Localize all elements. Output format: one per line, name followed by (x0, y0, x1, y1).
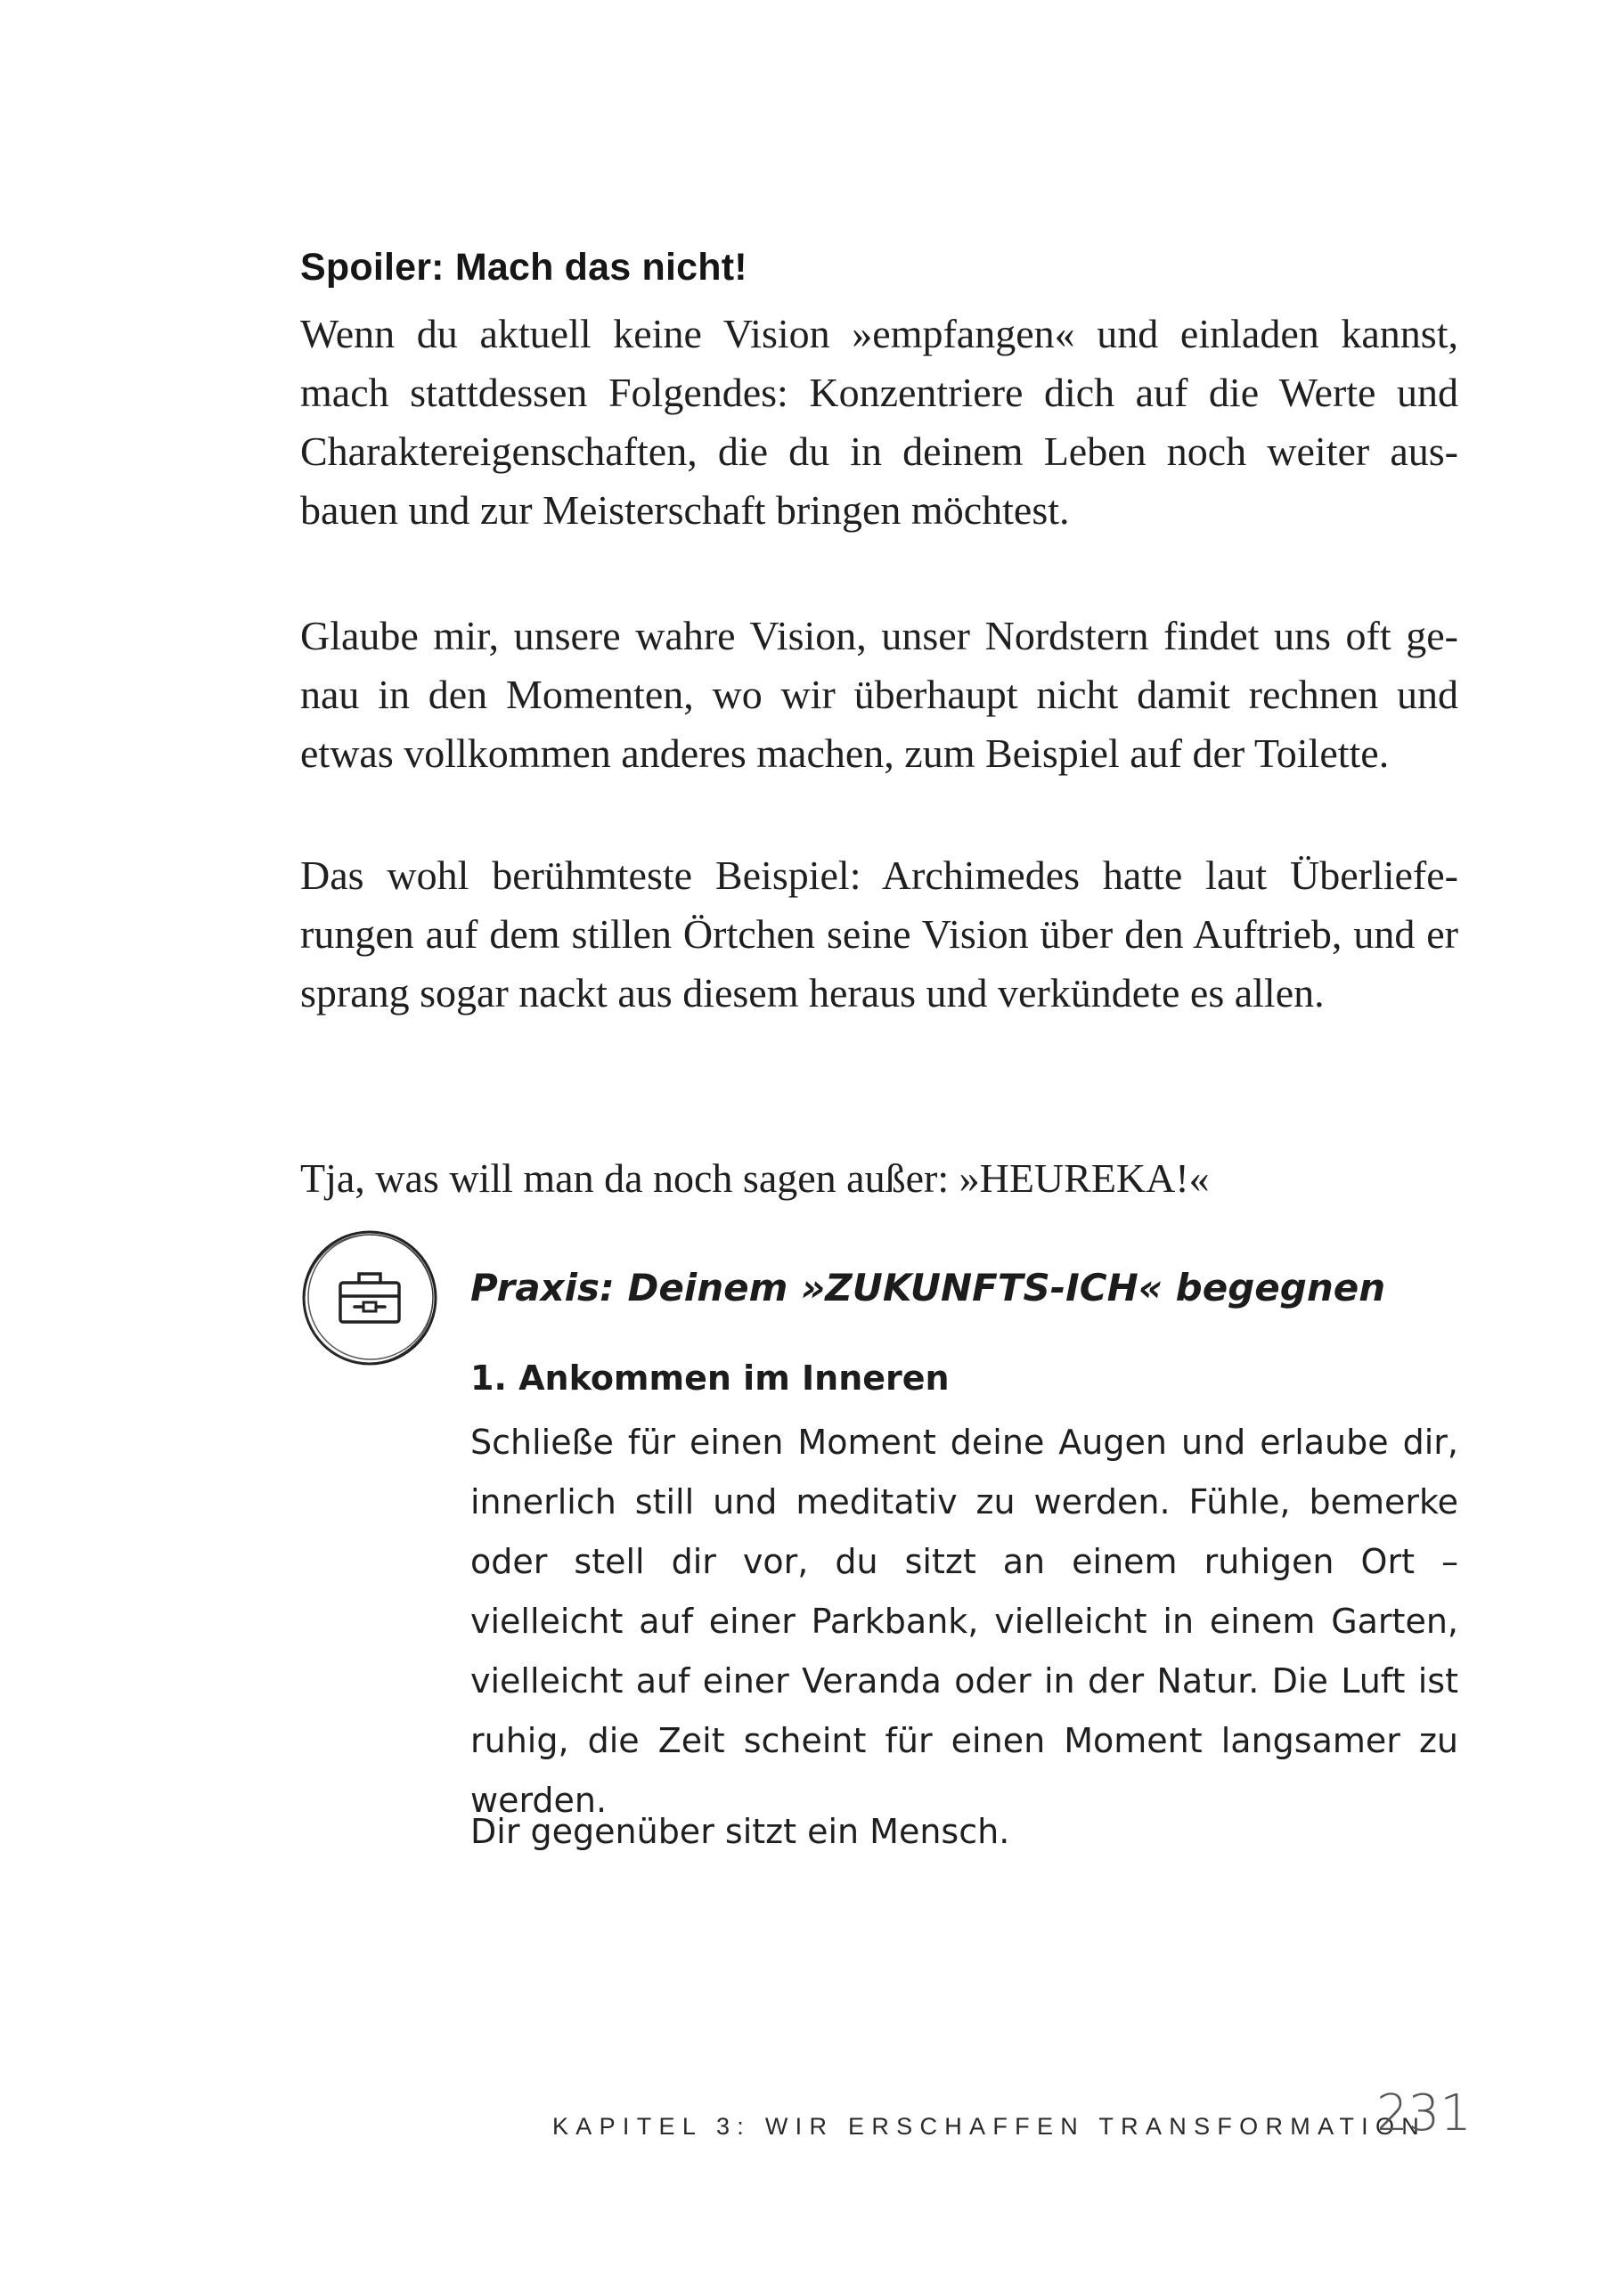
praxis-title: Praxis: Deinem »ZUKUNFTS-ICH« begegnen (470, 1266, 1386, 1309)
praxis-paragraph: Schließe für einen Moment deine Augen und erlaube dir, innerlich still und meditativ zu werden. Fühle, bemerke oder stell dir vor, du sitzt an einem ruhigen Ort – vielleicht auf einer Parkbank, vielleicht in einem Garten, vielleicht auf einer Veranda oder in der Natur. Die Luft ist ruhig, die Zeit scheint für einen Moment langsamer zu werden. (470, 1423, 1458, 1820)
paragraph: Wenn du aktuell keine Vision »empfangen« und einladen kannst, mach stattdessen Folgendes: Konzentriere dich auf die Werte und Charaktereigenschaften, die du in deinem Leben noch weiter ausbauen und zur Meisterschaft bringen möchtest. (300, 311, 1458, 533)
page-number: 231 (1376, 2084, 1472, 2142)
toolbox-icon (298, 1227, 441, 1369)
running-footer-chapter: KAPITEL 3: WIR ERSCHAFFEN TRANSFORMATION (552, 2113, 1427, 2140)
section-heading: Spoiler: Mach das nicht! (300, 246, 747, 289)
paragraph: Das wohl berühmteste Beispiel: Archimedes hatte laut Überlieferungen auf dem stillen Örtchen seine Vision über den Auftrieb, und er sprang sogar nackt aus diesem heraus und verkündete es allen. (300, 852, 1458, 1016)
praxis-paragraph: Dir gegenüber sitzt ein Mensch. (470, 1812, 1010, 1851)
paragraph: Glaube mir, unsere wahre Vision, unser Nordstern findet uns oft genau in den Momenten, wo wir überhaupt nicht damit rechnen und etwas vollkommen anderes machen, zum Beispiel auf der Toilette. (300, 613, 1458, 776)
paragraph: Tja, was will man da noch sagen außer: »HEUREKA!« (300, 1155, 1210, 1201)
step-title: 1. Ankommen im Inneren (470, 1358, 950, 1398)
